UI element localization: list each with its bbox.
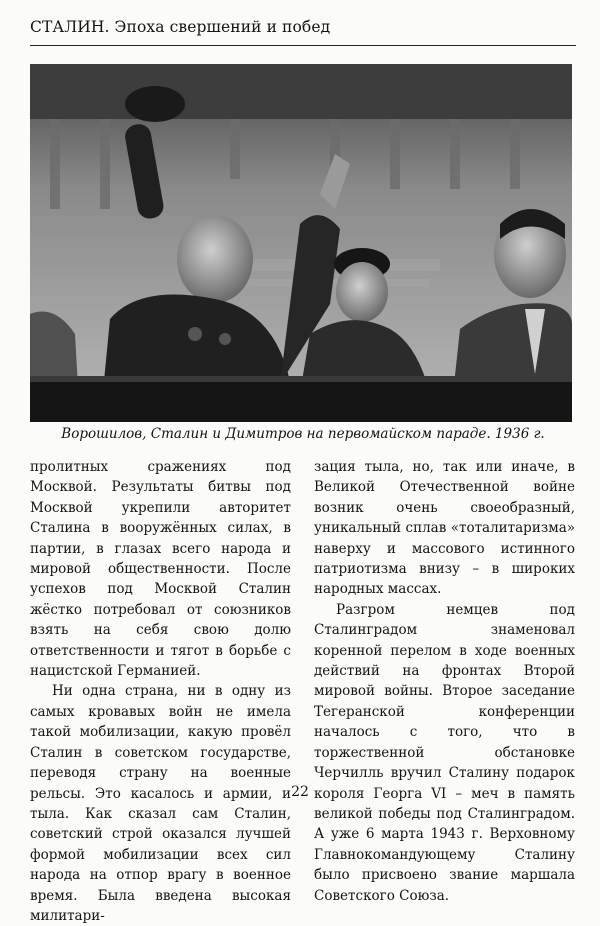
paragraph: Разгром немцев под Сталинградом знаменовал коренной перелом в ходе военных действий на фронтах Второй мировой войны. Второе заседание Тегеранской конференции началось с того, что в торжественной обстановке Черчилль вручил Сталину подарок короля Георга VI – меч в память великой победы под Сталинградом. А уже 6 марта 1943 г. Верховному Главнокомандующему Сталину было присвоено звание маршала Советского Союза. — [314, 601, 575, 904]
paragraph: пролитных сражениях под Москвой. Результаты битвы под Москвой укрепили авторитет Сталина в вооружённых силах, в партии, в глазах всего народа и мировой общественности. После успехов под Москвой Сталин жёстко потребовал от союзников взять на себя свою долю ответственности и тягот в борьбе с нацистской Германией. — [30, 459, 291, 680]
page-number: 22 — [291, 784, 309, 800]
running-head: СТАЛИН. Эпоха свершений и побед — [30, 18, 331, 36]
paragraph: зация тыла, но, так или иначе, в Великой Отечественной войне возник очень своеобразный, уникальный сплав «тоталитаризма» наверху и массового истинного патриотизма внизу – в широких народных массах. — [314, 459, 575, 598]
paragraph: Ни одна страна, ни в одну из самых кровавых войн не имела такой мобилизации, какую провёл Сталин в советском государстве, переводя страну на военные рельсы. Это касалось и армии, и тыла. Как сказал сам Сталин, советский строй оказался лучшей формой мобилизации всех сил народа на отпор врагу в военное время. Была введена высокая милитари- — [30, 683, 291, 924]
body-column-right — [314, 457, 575, 906]
photo-parapet — [30, 380, 572, 422]
photo-caption: Ворошилов, Сталин и Димитров на первомайском параде. 1936 г. — [61, 426, 545, 442]
historical-photo — [30, 64, 572, 422]
body-column-left — [30, 457, 291, 926]
header-rule — [30, 45, 576, 46]
